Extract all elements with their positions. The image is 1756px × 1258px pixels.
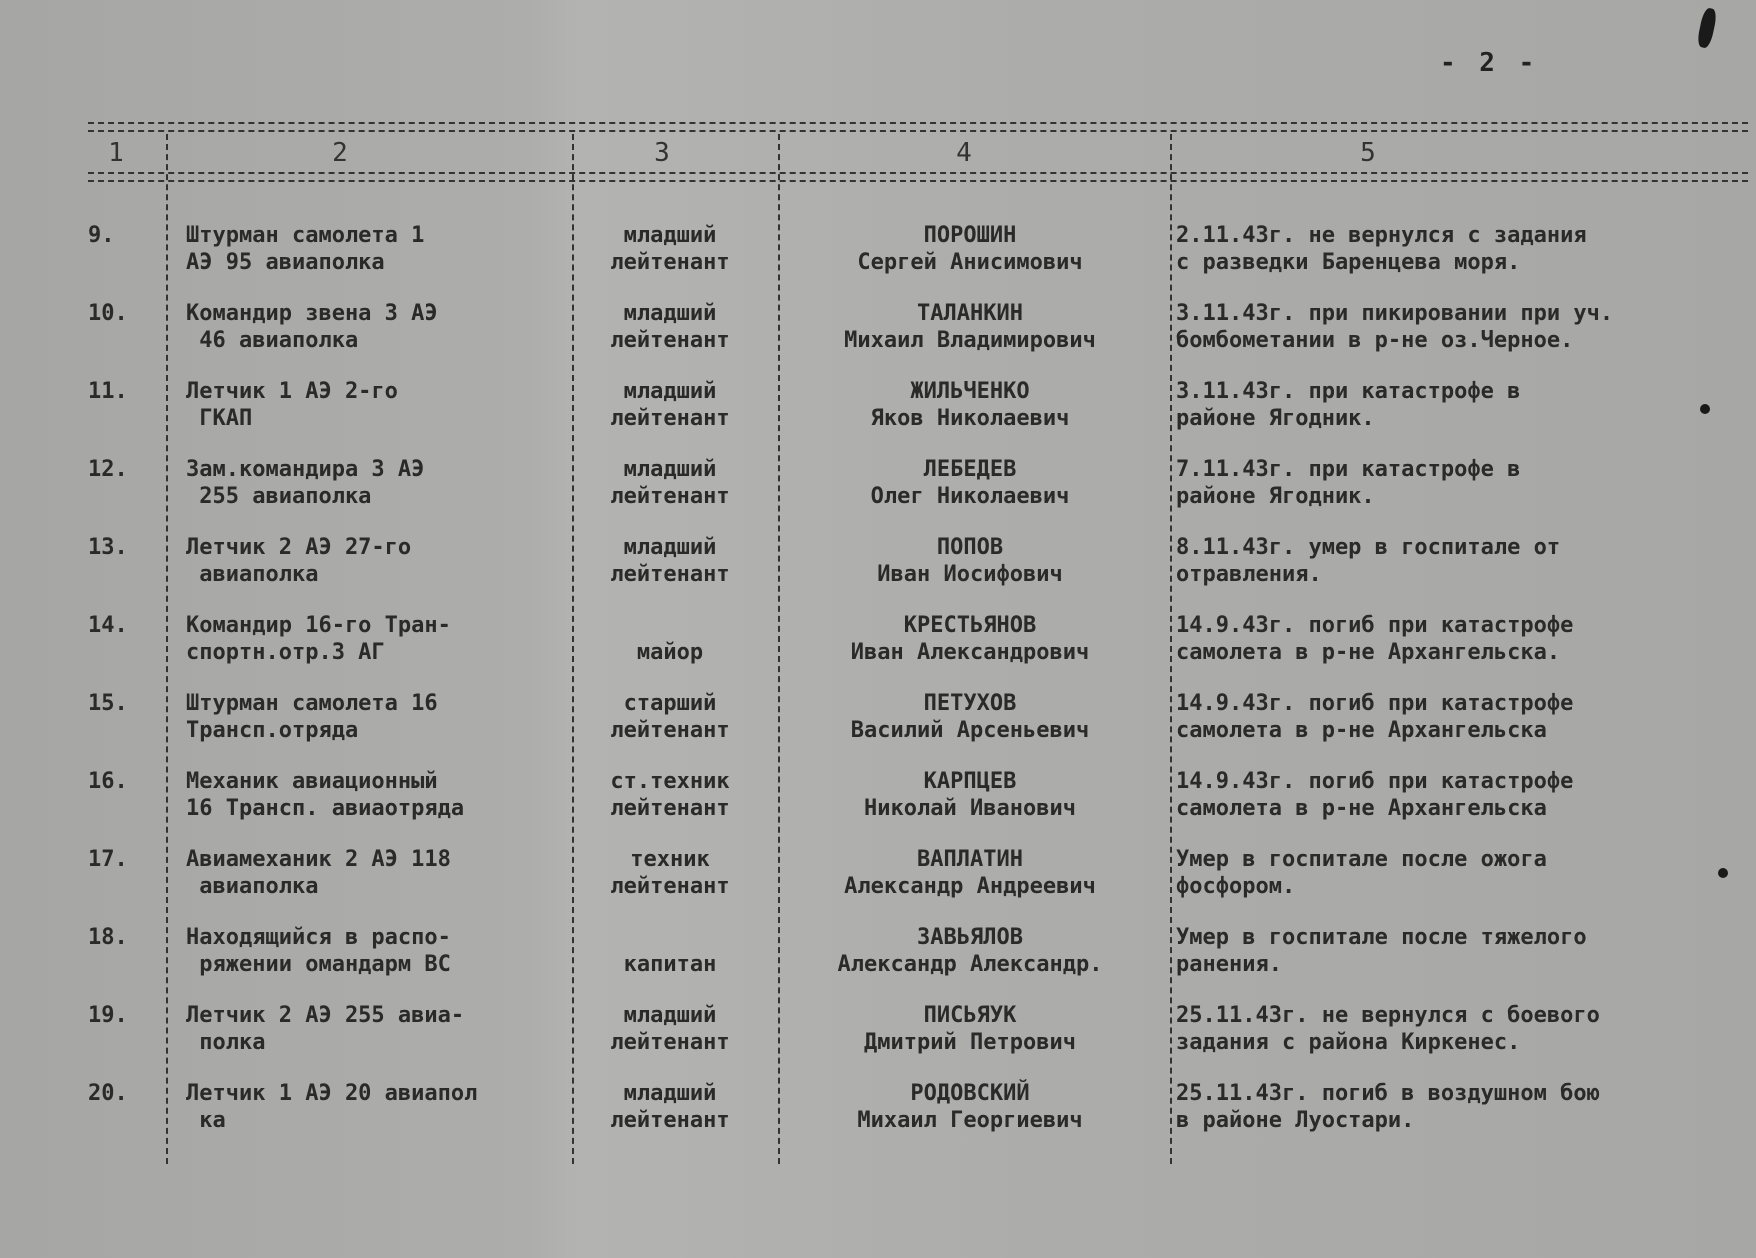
name-cell: КАРПЦЕВ Николай Иванович xyxy=(864,769,1076,821)
details-cell: 14.9.43г. погиб при катастрофе самолета в р-не Архангельска xyxy=(1176,769,1574,821)
position-cell: Летчик 2 АЭ 255 авиа- полка xyxy=(186,1003,465,1055)
position-cell: Механик авиационный 16 Трансп. авиаотряда xyxy=(186,769,465,821)
position-cell: Командир 16-го Тран- спортн.отр.3 АГ xyxy=(186,613,451,665)
table-row xyxy=(0,612,1756,690)
position-cell: Штурман самолета 16 Трансп.отряда xyxy=(186,691,438,743)
page-number: - 2 - xyxy=(1440,48,1539,78)
row-number: 20. xyxy=(88,1081,128,1106)
rank-cell: младший лейтенант xyxy=(610,1003,730,1055)
column-header-2: 2 xyxy=(332,138,348,168)
name-cell: ЗАВЬЯЛОВ Александр Александр. xyxy=(837,925,1103,977)
details-cell: 14.9.43г. погиб при катастрофе самолета в р-не Архангельска. xyxy=(1176,613,1574,665)
name-cell: ВАПЛАТИН Александр Андреевич xyxy=(844,847,1096,899)
rank-cell: ст.техник лейтенант xyxy=(610,769,730,821)
details-cell: 3.11.43г. при катастрофе в районе Ягодник. xyxy=(1176,379,1521,431)
ink-blot xyxy=(1696,7,1718,49)
name-cell: ПИСЬЯУК Дмитрий Петрович xyxy=(864,1003,1076,1055)
details-cell: 25.11.43г. не вернулся с боевого задания с района Киркенес. xyxy=(1176,1003,1600,1055)
column-header-3: 3 xyxy=(654,138,670,168)
rank-cell: капитан xyxy=(623,952,717,977)
rank-cell: младший лейтенант xyxy=(610,457,730,509)
column-header-4: 4 xyxy=(956,138,972,168)
ink-dot xyxy=(1700,404,1710,414)
name-cell: КРЕСТЬЯНОВ Иван Александрович xyxy=(850,613,1090,665)
position-cell: Летчик 1 АЭ 20 авиапол ка xyxy=(186,1081,478,1133)
column-header-5: 5 xyxy=(1360,138,1376,168)
position-cell: Штурман самолета 1 АЭ 95 авиаполка xyxy=(186,223,425,275)
table-row xyxy=(0,690,1756,768)
position-cell: Зам.командира 3 АЭ 255 авиаполка xyxy=(186,457,425,509)
ink-dot xyxy=(1718,868,1728,878)
name-cell: ПОРОШИН Сергей Анисимович xyxy=(857,223,1083,275)
position-cell: Летчик 1 АЭ 2-го ГКАП xyxy=(186,379,398,431)
row-number: 10. xyxy=(88,301,128,326)
table-row xyxy=(0,456,1756,534)
row-number: 16. xyxy=(88,769,128,794)
details-cell: Умер в госпитале после ожога фосфором. xyxy=(1176,847,1547,899)
table-row xyxy=(0,300,1756,378)
details-cell: 3.11.43г. при пикировании при уч. бомбометании в р-не оз.Черное. xyxy=(1176,301,1614,353)
rank-cell: младший лейтенант xyxy=(610,1081,730,1133)
name-cell: ПОПОВ Иван Иосифович xyxy=(877,535,1063,587)
column-header-1: 1 xyxy=(108,138,124,168)
header-rule-bottom xyxy=(88,172,1748,182)
rank-cell: техник лейтенант xyxy=(610,847,730,899)
row-number: 18. xyxy=(88,925,128,950)
position-cell: Авиамеханик 2 АЭ 118 авиаполка xyxy=(186,847,451,899)
table-row xyxy=(0,1002,1756,1080)
table-row xyxy=(0,1080,1756,1158)
details-cell: 14.9.43г. погиб при катастрофе самолета в р-не Архангельска xyxy=(1176,691,1574,743)
row-number: 19. xyxy=(88,1003,128,1028)
name-cell: ПЕТУХОВ Василий Арсеньевич xyxy=(850,691,1090,743)
row-number: 13. xyxy=(88,535,128,560)
position-cell: Летчик 2 АЭ 27-го авиаполка xyxy=(186,535,412,587)
details-cell: 7.11.43г. при катастрофе в районе Ягодник. xyxy=(1176,457,1521,509)
header-rule-top xyxy=(88,122,1748,132)
name-cell: ЛЕБЕДЕВ Олег Николаевич xyxy=(870,457,1070,509)
row-number: 11. xyxy=(88,379,128,404)
table-row xyxy=(0,378,1756,456)
row-number: 15. xyxy=(88,691,128,716)
table-row xyxy=(0,534,1756,612)
details-cell: Умер в госпитале после тяжелого ранения. xyxy=(1176,925,1587,977)
position-cell: Командир звена 3 АЭ 46 авиаполка xyxy=(186,301,438,353)
table-row xyxy=(0,924,1756,1002)
details-cell: 2.11.43г. не вернулся с задания с разведки Баренцева моря. xyxy=(1176,223,1587,275)
name-cell: ЖИЛЬЧЕНКО Яков Николаевич xyxy=(870,379,1070,431)
rank-cell: майор xyxy=(636,640,704,665)
name-cell: ТАЛАНКИН Михаил Владимирович xyxy=(844,301,1096,353)
row-number: 9. xyxy=(88,223,115,248)
row-number: 17. xyxy=(88,847,128,872)
position-cell: Находящийся в распо- ряжении омандарм ВС xyxy=(186,925,451,977)
rank-cell: младший лейтенант xyxy=(610,223,730,275)
table-row xyxy=(0,768,1756,846)
details-cell: 25.11.43г. погиб в воздушном бою в районе Луостари. xyxy=(1176,1081,1600,1133)
table-row xyxy=(0,222,1756,300)
rank-cell: младший лейтенант xyxy=(610,535,730,587)
name-cell: РОДОВСКИЙ Михаил Георгиевич xyxy=(857,1081,1083,1133)
rank-cell: старший лейтенант xyxy=(610,691,730,743)
row-number: 14. xyxy=(88,613,128,638)
row-number: 12. xyxy=(88,457,128,482)
details-cell: 8.11.43г. умер в госпитале от отравления. xyxy=(1176,535,1561,587)
rank-cell: младший лейтенант xyxy=(610,379,730,431)
table-row xyxy=(0,846,1756,924)
rank-cell: младший лейтенант xyxy=(610,301,730,353)
